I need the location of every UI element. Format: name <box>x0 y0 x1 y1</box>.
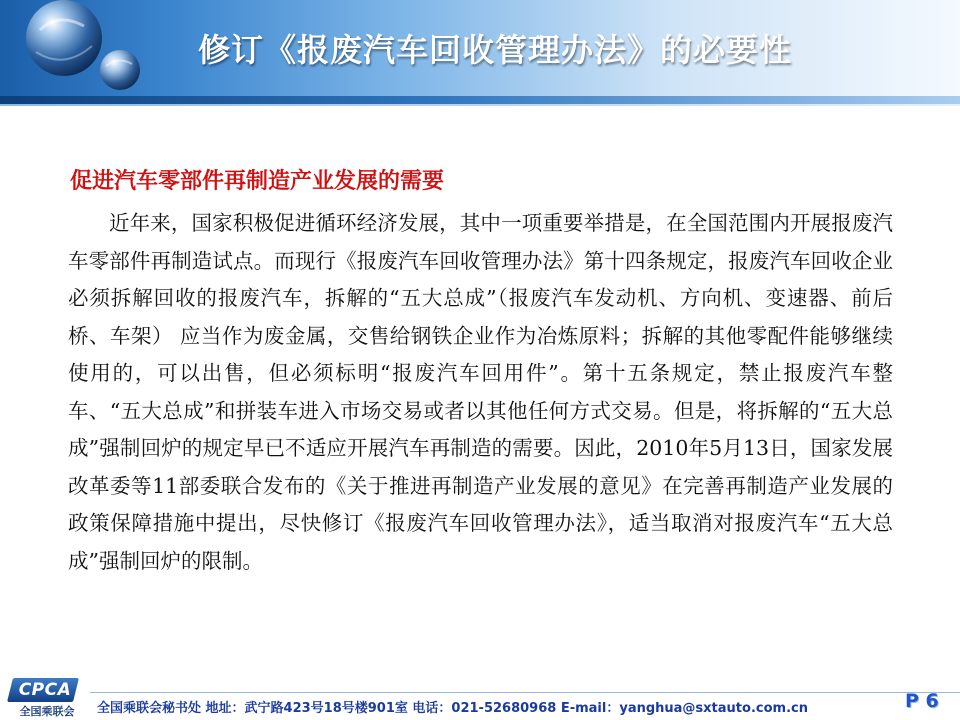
body-paragraph: 近年来，国家积极促进循环经济发展，其中一项重要举措是，在全国范围内开展报废汽车零部件再制造试点。而现行《报废汽车回收管理办法》第十四条规定，报废汽车回收企业必须拆解回收的报废汽车，拆解的“五大总成”（报废汽车发动机、方向机、变速器、前后桥、车架） 应当作为废金属，交售给钢铁企业作为冶炼原料；拆解的其他零配件能够继续使用的，可以出售，但必须标明“报废汽车回用件”。第十五条规定，禁止报废汽车整车、“五大总成”和拼装车进入市场交易或者以其他任何方式交易。但是，将拆解的“五大总成”强制回炉的规定早已不适应开展汽车再制造的需要。因此，2010年5月13日，国家发展改革委等11部委联合发布的《关于推进再制造产业发展的意见》在完善再制造产业发展的政策保障措施中提出，尽快修订《报废汽车回收管理办法》，适当取消对报废汽车“五大总成”强制回炉的限制。 <box>68 211 893 573</box>
footer-contact: 全国乘联会秘书处 地址：武宁路423号18号楼901室 电话：021-52680968 E-mail：yanghua@sxtauto.com.cn <box>97 701 808 716</box>
slide-title: 修订《报废汽车回收管理办法》的必要性 <box>198 31 793 69</box>
logo-subtext: 全国乘联会 <box>19 705 75 718</box>
page-number: P 6 <box>905 690 939 712</box>
glass-orbs-icon <box>0 0 150 100</box>
footer-divider <box>90 692 960 693</box>
logo-text: CPCA <box>18 680 72 700</box>
cpca-logo-icon <box>2 674 88 718</box>
header-divider-light <box>0 104 960 106</box>
section-subheading: 促进汽车零部件再制造产业发展的需要 <box>70 168 445 194</box>
